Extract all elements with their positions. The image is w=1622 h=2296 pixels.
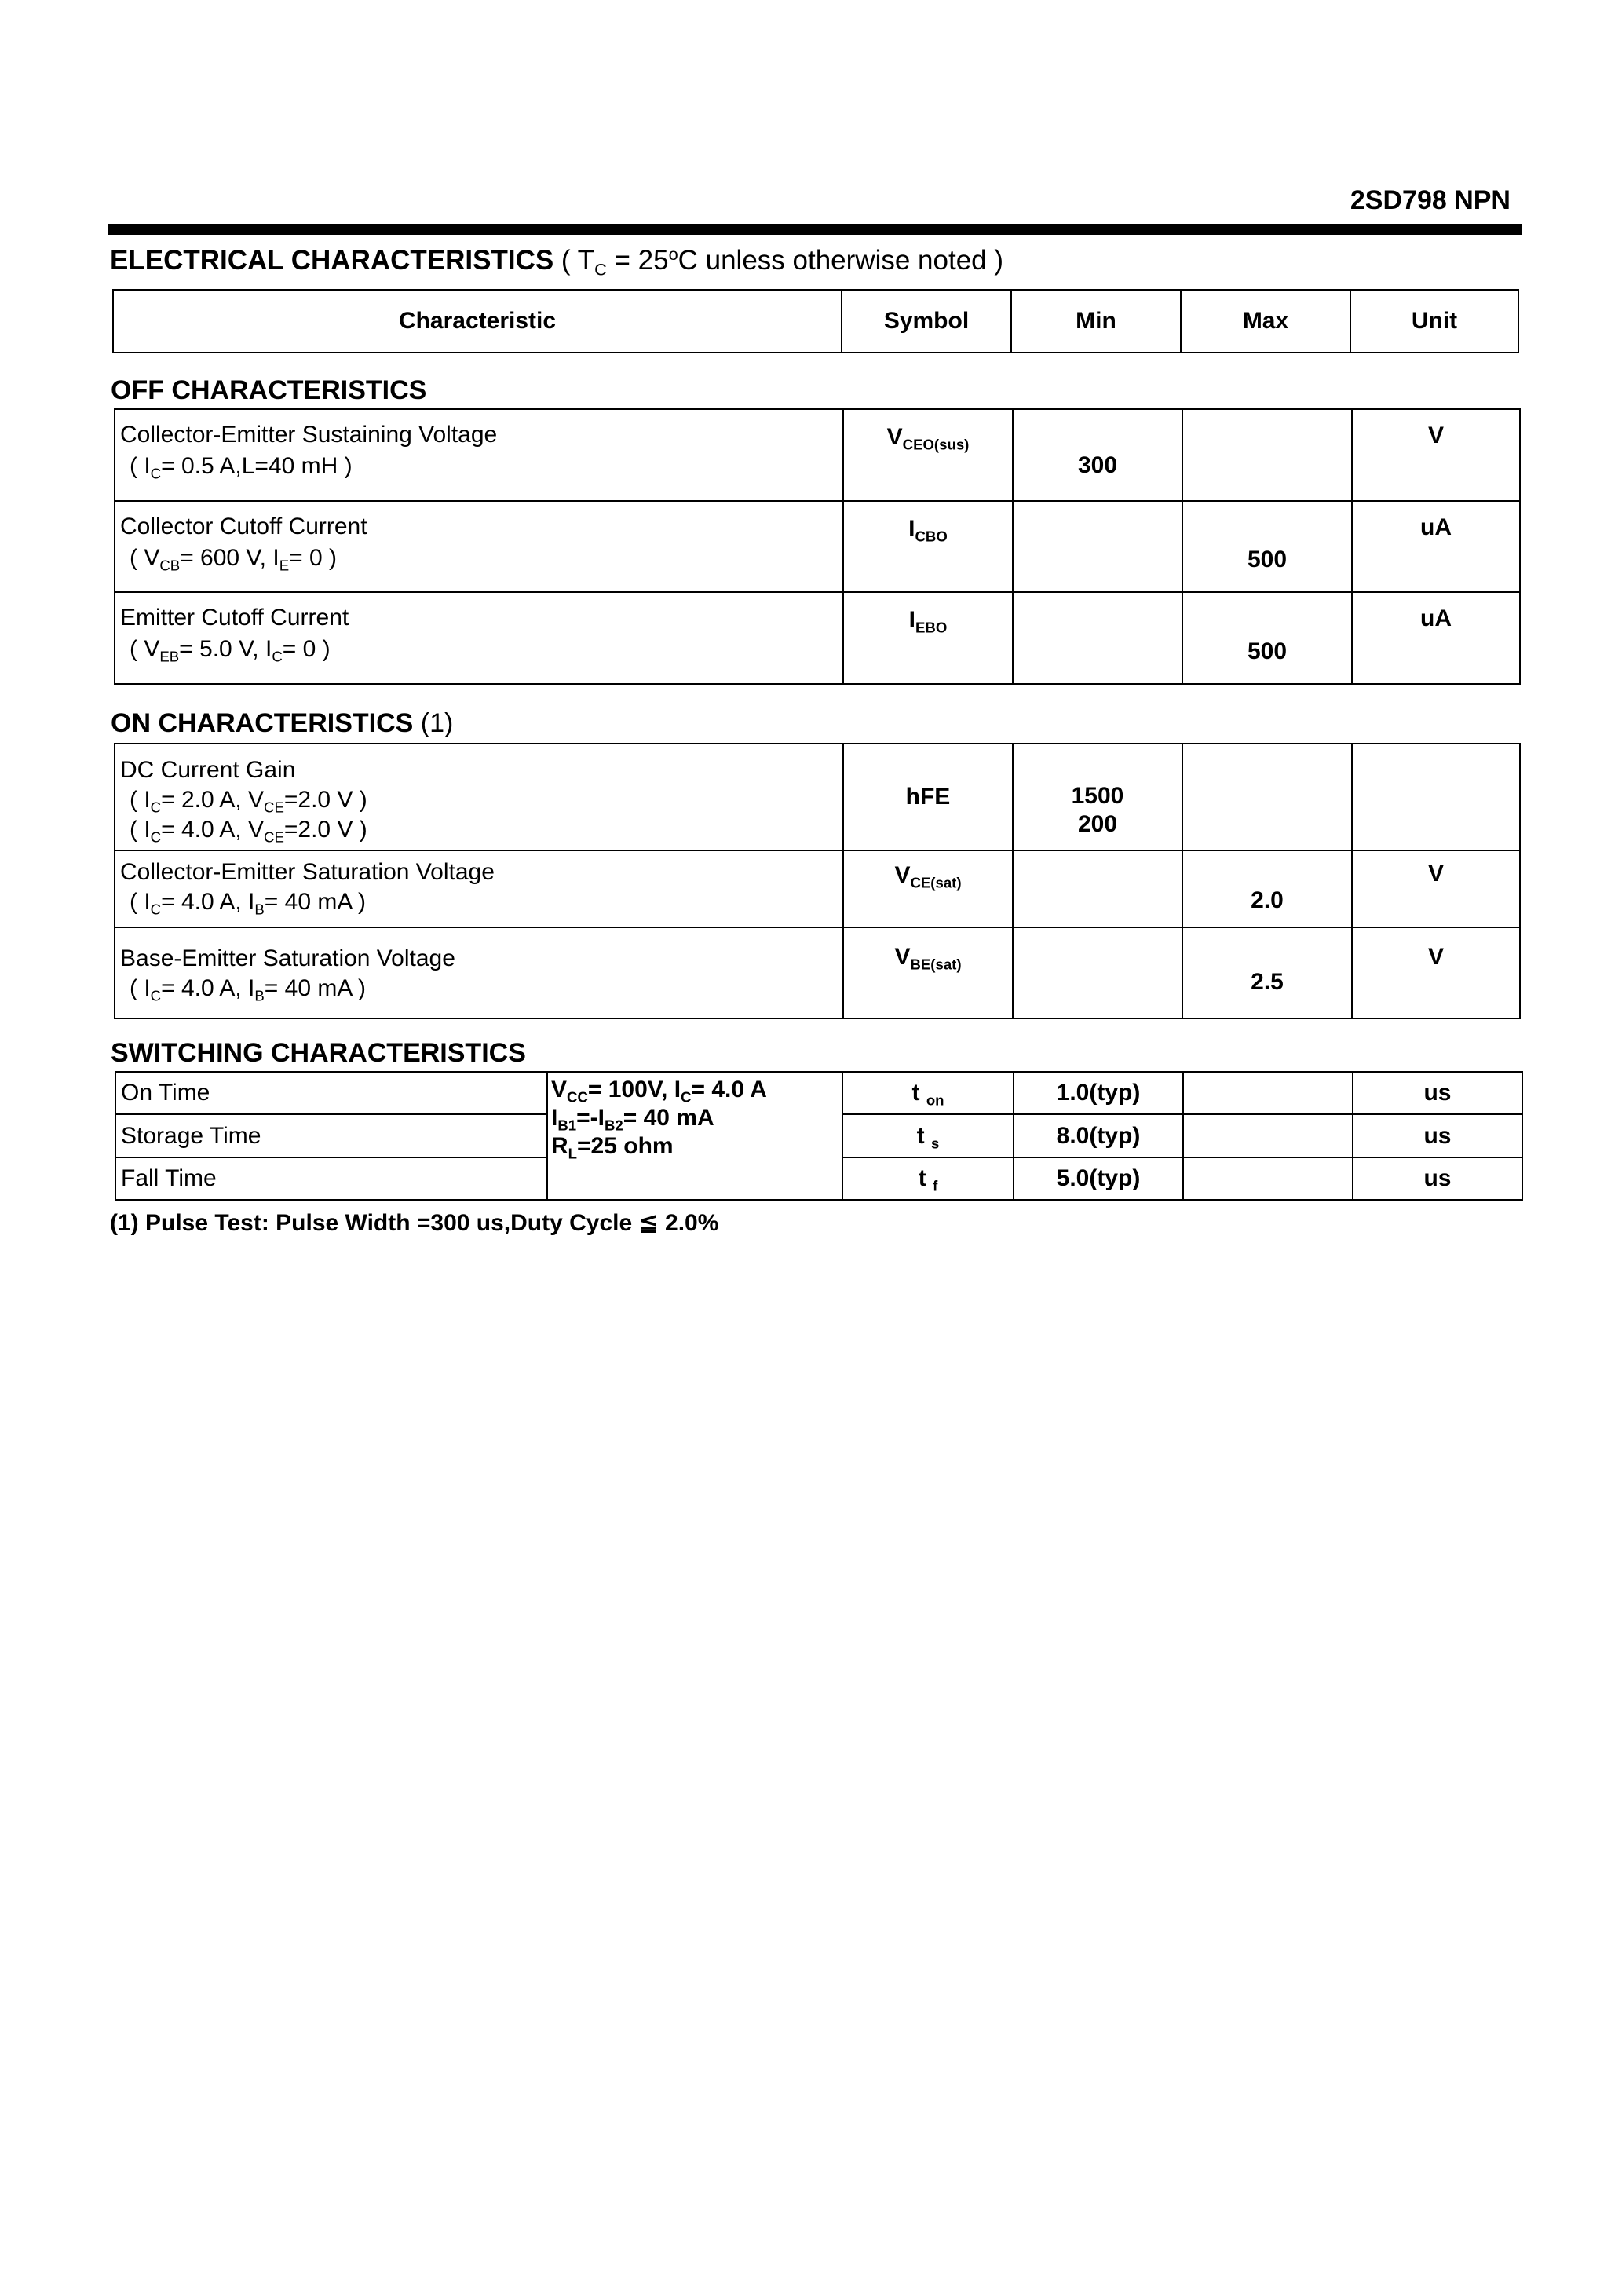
min-cell [1013,592,1182,684]
switching-table [115,1071,1523,1201]
top-rule [108,224,1522,235]
on-section-title: ON CHARACTERISTICS (1) [111,708,454,738]
table-row [115,501,1520,592]
table-row [115,850,1520,927]
max-cell [1183,1157,1353,1200]
symbol-cell: $V_{BE(sat)}$ [843,927,1013,1018]
table-row [115,409,1520,501]
page-title [110,244,1004,280]
header-min: Min [1011,290,1181,353]
min-cell: 1500 200 [1013,744,1182,850]
part-number: 2SD798 NPN [1350,185,1511,215]
unit-cell: us [1353,1157,1522,1200]
switching-section-title: SWITCHING CHARACTERISTICS [111,1038,526,1068]
max-cell: 2.5 [1182,927,1352,1018]
symbol-cell: $I_{CBO}$ [843,501,1013,592]
unit-cell: us [1353,1114,1522,1157]
symbol-cell: t $_{on}$ [842,1072,1014,1114]
characteristic-cell: On Time [115,1072,547,1114]
min-cell [1013,501,1182,592]
characteristic-cell: Collector-Emitter Sustaining Voltage ( $I_C= 0.5$ A,L=40 mH ) [115,409,843,501]
header-characteristic: Characteristic [113,290,842,353]
on-table [114,743,1521,1019]
table-row [115,1072,1522,1114]
unit-cell: uA [1352,501,1520,592]
characteristic-cell: Storage Time [115,1114,547,1157]
characteristic-cell: Base-Emitter Saturation Voltage ( $I_C= 4.0$ A, $I_B= 40$ mA ) [115,927,843,1018]
characteristic-cell: Collector Cutoff Current ( $V_{CB}= 600$ V, $I_E= 0$ ) [115,501,843,592]
symbol-cell: t $_f$ [842,1157,1014,1200]
unit-cell: V [1352,409,1520,501]
unit-cell: V [1352,927,1520,1018]
header-table [112,289,1519,353]
min-cell [1013,927,1182,1018]
symbol-cell: t $_s$ [842,1114,1014,1157]
header-max: Max [1181,290,1350,353]
table-row [115,927,1520,1018]
symbol-cell: $V_{CEO(sus)}$ [843,409,1013,501]
characteristic-cell: Emitter Cutoff Current ( $V_{EB}= 5.0$ V, $I_C= 0$ ) [115,592,843,684]
characteristic-cell: Collector-Emitter Saturation Voltage ( $I_C= 4.0$ A, $I_B= 40$ mA ) [115,850,843,927]
header-unit: Unit [1350,290,1518,353]
max-cell [1182,744,1352,850]
title-condition: ( $T_C = 25^oC$ unless otherwise noted ) [553,244,1004,280]
unit-cell: V [1352,850,1520,927]
characteristic-cell: Fall Time [115,1157,547,1200]
min-cell [1013,850,1182,927]
max-cell [1183,1072,1353,1114]
max-cell: 500 [1182,592,1352,684]
footnote: (1) Pulse Test: Pulse Width =300 us,Duty Cycle ≦ 2.0% [110,1210,719,1236]
symbol-cell: hFE [843,744,1013,850]
unit-cell: uA [1352,592,1520,684]
symbol-cell: $V_{CE(sat)}$ [843,850,1013,927]
off-table [114,408,1521,685]
off-section-title: OFF CHARACTERISTICS [111,375,427,405]
header-symbol: Symbol [842,290,1011,353]
max-cell [1183,1114,1353,1157]
table-row [115,592,1520,684]
unit-cell: us [1353,1072,1522,1114]
unit-cell [1352,744,1520,850]
test-condition-cell: $V_{CC}= 100V$, $I_C= 4.0$ A $I_{B1}=-I_{B2}= 40$ mA $R_L=25$ ohm [547,1072,842,1200]
max-cell: 500 [1182,501,1352,592]
table-row [115,744,1520,850]
max-cell: 2.0 [1182,850,1352,927]
title-main: ELECTRICAL CHARACTERISTICS [110,245,554,276]
max-cell [1182,409,1352,501]
min-cell: 5.0(typ) [1014,1157,1183,1200]
min-cell: 300 [1013,409,1182,501]
min-cell: 1.0(typ) [1014,1072,1183,1114]
symbol-cell: $I_{EBO}$ [843,592,1013,684]
min-cell: 8.0(typ) [1014,1114,1183,1157]
characteristic-cell: DC Current Gain ( $I_C= 2.0$ A, $V_{CE}=2.0$ V ) ( $I_C= 4.0$ A, $V_{CE}=2.0$ V ) [115,744,843,850]
